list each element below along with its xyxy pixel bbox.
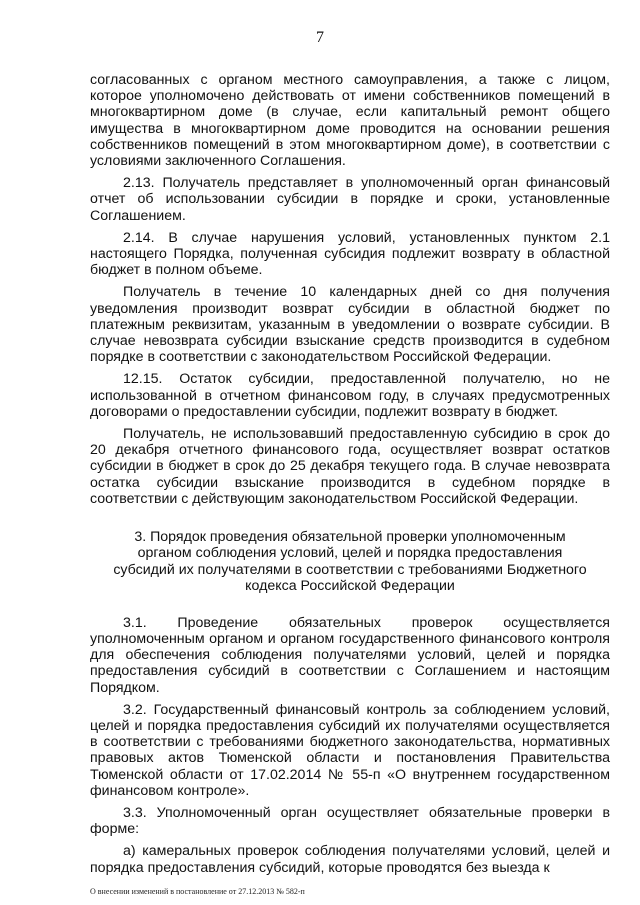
document-body: [90, 72, 610, 882]
paragraph-3-3: 3.3. Уполномоченный орган осуществляет обязательные проверки в форме:: [90, 804, 610, 838]
paragraph-continuation: согласованных с органом местного самоуправления, а также с лицом, которое уполномочено действовать от имени собственников помещений в многоквартирном доме (в случае, если капитальный ремонт общего имущества в многоквартирном доме проводится на основании решения собственников помещений в этом многоквартирном доме), в соответствии с условиями заключенного Соглашения.: [90, 72, 610, 170]
page-number: 7: [316, 29, 324, 46]
paragraph-12-15: 12.15. Остаток субсидии, предоставленной получателю, но не использованной в отчетном финансовом году, в случаях предусмотренных договорами о предоставлении субсидии, подлежит возврату в бюджет.: [90, 371, 610, 420]
section-3-heading: 3. Порядок проведения обязательной проверки уполномоченным органом соблюдения условий, целей и порядка предоставления субсидий их получателями в соответствии с требованиями Бюджетного кодекса Российской Федерации: [113, 529, 587, 595]
paragraph-2-14: 2.14. В случае нарушения условий, установленных пунктом 2.1 настоящего Порядка, полученная субсидия подлежит возврату в областной бюджет в полном объеме.: [90, 229, 610, 279]
paragraph-2-13: 2.13. Получатель представляет в уполномоченный орган финансовый отчет об использовании субсидии в порядке и сроки, установленные Соглашением.: [90, 175, 610, 224]
paragraph-3-2: 3.2. Государственный финансовый контроль за соблюдением условий, целей и порядка предоставления субсидий их получателями осуществляется в соответствии с требованиями бюджетного законодательства, нормативных правовых актов Тюменской области и постановления Правительства Тюменской области от 17.02.2014 № 55-п «О внутреннем государственном финансовом контроле».: [90, 701, 610, 799]
paragraph-return-deadline: Получатель в течение 10 календарных дней со дня получения уведомления производит возврат субсидии в областной бюджет по платежным реквизитам, указанным в уведомлении о возврате субсидии. В случае невозврата субсидии взыскание средств производится в судебном порядке в соответствии с законодательством Российской Федерации.: [90, 284, 610, 366]
footer-note: О внесении изменений в постановление от 27.12.2013 № 582-п: [90, 887, 305, 896]
paragraph-3-1: 3.1. Проведение обязательных проверок осуществляется уполномоченным органом и органом государственного финансового контроля для обеспечения соблюдения получателями условий, целей и порядка предоставления субсидий в соответствии с Соглашением и настоящим Порядком.: [90, 614, 610, 696]
paragraph-unused-subsidy: Получатель, не использовавший предоставленную субсидию в срок до 20 декабря отчетного финансового года, осуществляет возврат остатков субсидии в бюджет в срок до 25 декабря текущего года. В случае невозврата остатка субсидии взыскание производится в судебном порядке в соответствии с действующим законодательством Российской Федерации.: [90, 426, 610, 507]
paragraph-3-3-a: а) камеральных проверок соблюдения получателями условий, целей и порядка предоставления субсидий, которые проводятся без выезда к: [90, 843, 610, 876]
